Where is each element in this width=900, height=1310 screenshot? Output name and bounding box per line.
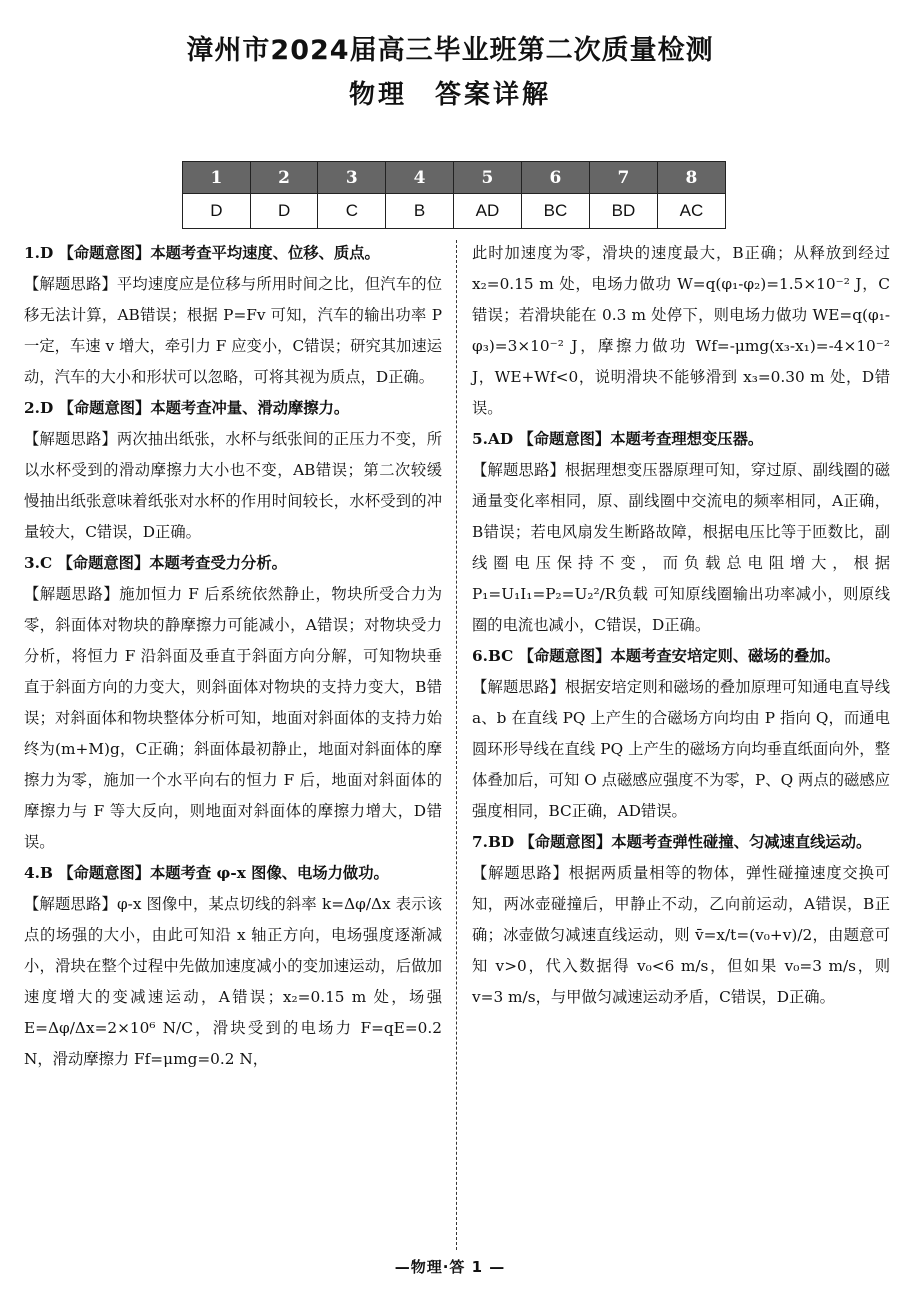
question-7-solution: 【解题思路】根据两质量相等的物体，弹性碰撞速度交换可知，两冰壶碰撞后，甲静止不动，乙向前运动，A错误，B正确；冰壶做匀减速直线运动，则 v̄=x/t=(v₀+v)/2，由题意可知 v>0，代入数据得 v₀<6 m/s，但如果 v₀=3 m/s，则 v=3 m/s，与甲做匀减速运动矛盾，C错误，D正确。	[472, 864, 890, 1006]
question-7-heading: 7.BD 【命题意图】本题考查弹性碰撞、匀减速直线运动。	[472, 833, 872, 851]
question-1-solution: 【解题思路】平均速度应是位移与所用时间之比，但汽车的位移无法计算，AB错误；根据 P=Fv 可知，汽车的输出功率 P 一定，车速 v 增大，牵引力 F 应变小，C错误；研究其加速运动，汽车的大小和形状可以忽略，可将其视为质点，D正确。	[24, 275, 442, 386]
question-4-solution-continued: 此时加速度为零，滑块的速度最大，B正确；从释放到经过 x₂=0.15 m 处，电场力做功 W=q(φ₁-φ₂)=1.5×10⁻² J，C错误；若滑块能在 0.3 m 处停下，则电场力做功 WE=q(φ₁-φ₃)=3×10⁻² J，摩擦力做功 Wf=-μmg(x₃-x₁)=-4×10⁻² J，WE+Wf<0，说明滑块不能够滑到 x₃=0.30 m 处，D错误。	[472, 244, 890, 417]
answer-cell: AD	[453, 194, 521, 229]
answer-table	[182, 161, 726, 229]
answer-cell: B	[386, 194, 454, 229]
question-4-solution: 【解题思路】φ-x 图像中，某点切线的斜率 k=Δφ/Δx 表示该点的场强的大小，由此可知沿 x 轴正方向，电场强度逐渐减小，滑块在整个过程中先做加速度减小的变加速运动，后做加速度增大的变减速运动，A错误；x₂=0.15 m 处，场强 E=Δφ/Δx=2×10⁶ N/C，滑块受到的电场力 F=qE=0.2 N，滑动摩擦力 Ff=μmg=0.2 N，	[24, 895, 442, 1068]
answer-table-value-row	[183, 194, 726, 229]
answer-cell: C	[318, 194, 386, 229]
question-number: 6	[521, 162, 589, 194]
answer-table-header-row	[183, 162, 726, 194]
answer-cell: BC	[521, 194, 589, 229]
page-title: 漳州市2024届高三毕业班第二次质量检测	[186, 35, 714, 66]
question-2-solution: 【解题思路】两次抽出纸张，水杯与纸张间的正压力不变，所以水杯受到的滑动摩擦力大小也不变，AB错误；第二次较缓慢抽出纸张意味着纸张对水杯的作用时间较长，水杯受到的冲量较大，C错误，D正确。	[24, 430, 442, 541]
question-3-solution: 【解题思路】施加恒力 F 后系统依然静止，物块所受合力为零，斜面体对物块的静摩擦力可能减小，A错误；对物块受力分析，将恒力 F 沿斜面及垂直于斜面方向分解，可知物块垂直于斜面方向的力变大，则斜面体对物块的支持力变大，B错误；对斜面体和物块整体分析可知，地面对斜面体的支持力始终为(m+M)g，C正确；斜面体最初静止，地面对斜面体的摩擦力为零，施加一个水平向右的恒力 F 后，地面对斜面体的摩擦力与 F 等大反向，则地面对斜面体的摩擦力增大，D错误。	[24, 585, 442, 851]
page-footer: —物理·答 1 —	[394, 1258, 506, 1276]
answer-cell: D	[183, 194, 251, 229]
question-number: 1	[183, 162, 251, 194]
question-4-heading: 4.B 【命题意图】本题考查 φ-x 图像、电场力做功。	[24, 864, 389, 882]
question-1-heading: 1.D 【命题意图】本题考查平均速度、位移、质点。	[24, 244, 380, 262]
question-number: 8	[657, 162, 725, 194]
answer-cell: AC	[657, 194, 725, 229]
question-5-solution: 【解题思路】根据理想变压器原理可知，穿过原、副线圈的磁通量变化率相同，原、副线圈中交流电的频率相同，A正确，B错误；若电风扇发生断路故障，根据电压比等于匝数比，副线圈电压保持不变，而负载总电阻增大，根据 P₁=U₁I₁=P₂=U₂²/R负载 可知原线圈输出功率减小，则原线圈的电流也减小，C错误，D正确。	[472, 461, 890, 634]
answer-cell: D	[250, 194, 318, 229]
left-column	[24, 238, 442, 1075]
column-divider	[456, 240, 457, 1250]
page-subtitle	[0, 74, 900, 111]
question-6-heading: 6.BC 【命题意图】本题考查安培定则、磁场的叠加。	[472, 647, 840, 665]
question-3-heading: 3.C 【命题意图】本题考查受力分析。	[24, 554, 287, 572]
answer-label: 答案详解	[435, 80, 552, 110]
right-column	[472, 238, 890, 1013]
question-number: 3	[318, 162, 386, 194]
subject-label: 物理	[348, 80, 407, 110]
question-number: 2	[250, 162, 318, 194]
question-2-heading: 2.D 【命题意图】本题考查冲量、滑动摩擦力。	[24, 399, 350, 417]
question-6-solution: 【解题思路】根据安培定则和磁场的叠加原理可知通电直导线 a、b 在直线 PQ 上产生的合磁场方向均由 P 指向 Q，而通电圆环形导线在直线 PQ 上产生的磁场方向均垂直纸面向外，整体叠加后，可知 O 点磁感应强度不为零，P、Q 两点的磁感应强度相同，BC正确，AD错误。	[472, 678, 890, 820]
question-5-heading: 5.AD 【命题意图】本题考查理想变压器。	[472, 430, 764, 448]
question-number: 5	[453, 162, 521, 194]
answer-cell: BD	[589, 194, 657, 229]
question-number: 4	[386, 162, 454, 194]
question-number: 7	[589, 162, 657, 194]
